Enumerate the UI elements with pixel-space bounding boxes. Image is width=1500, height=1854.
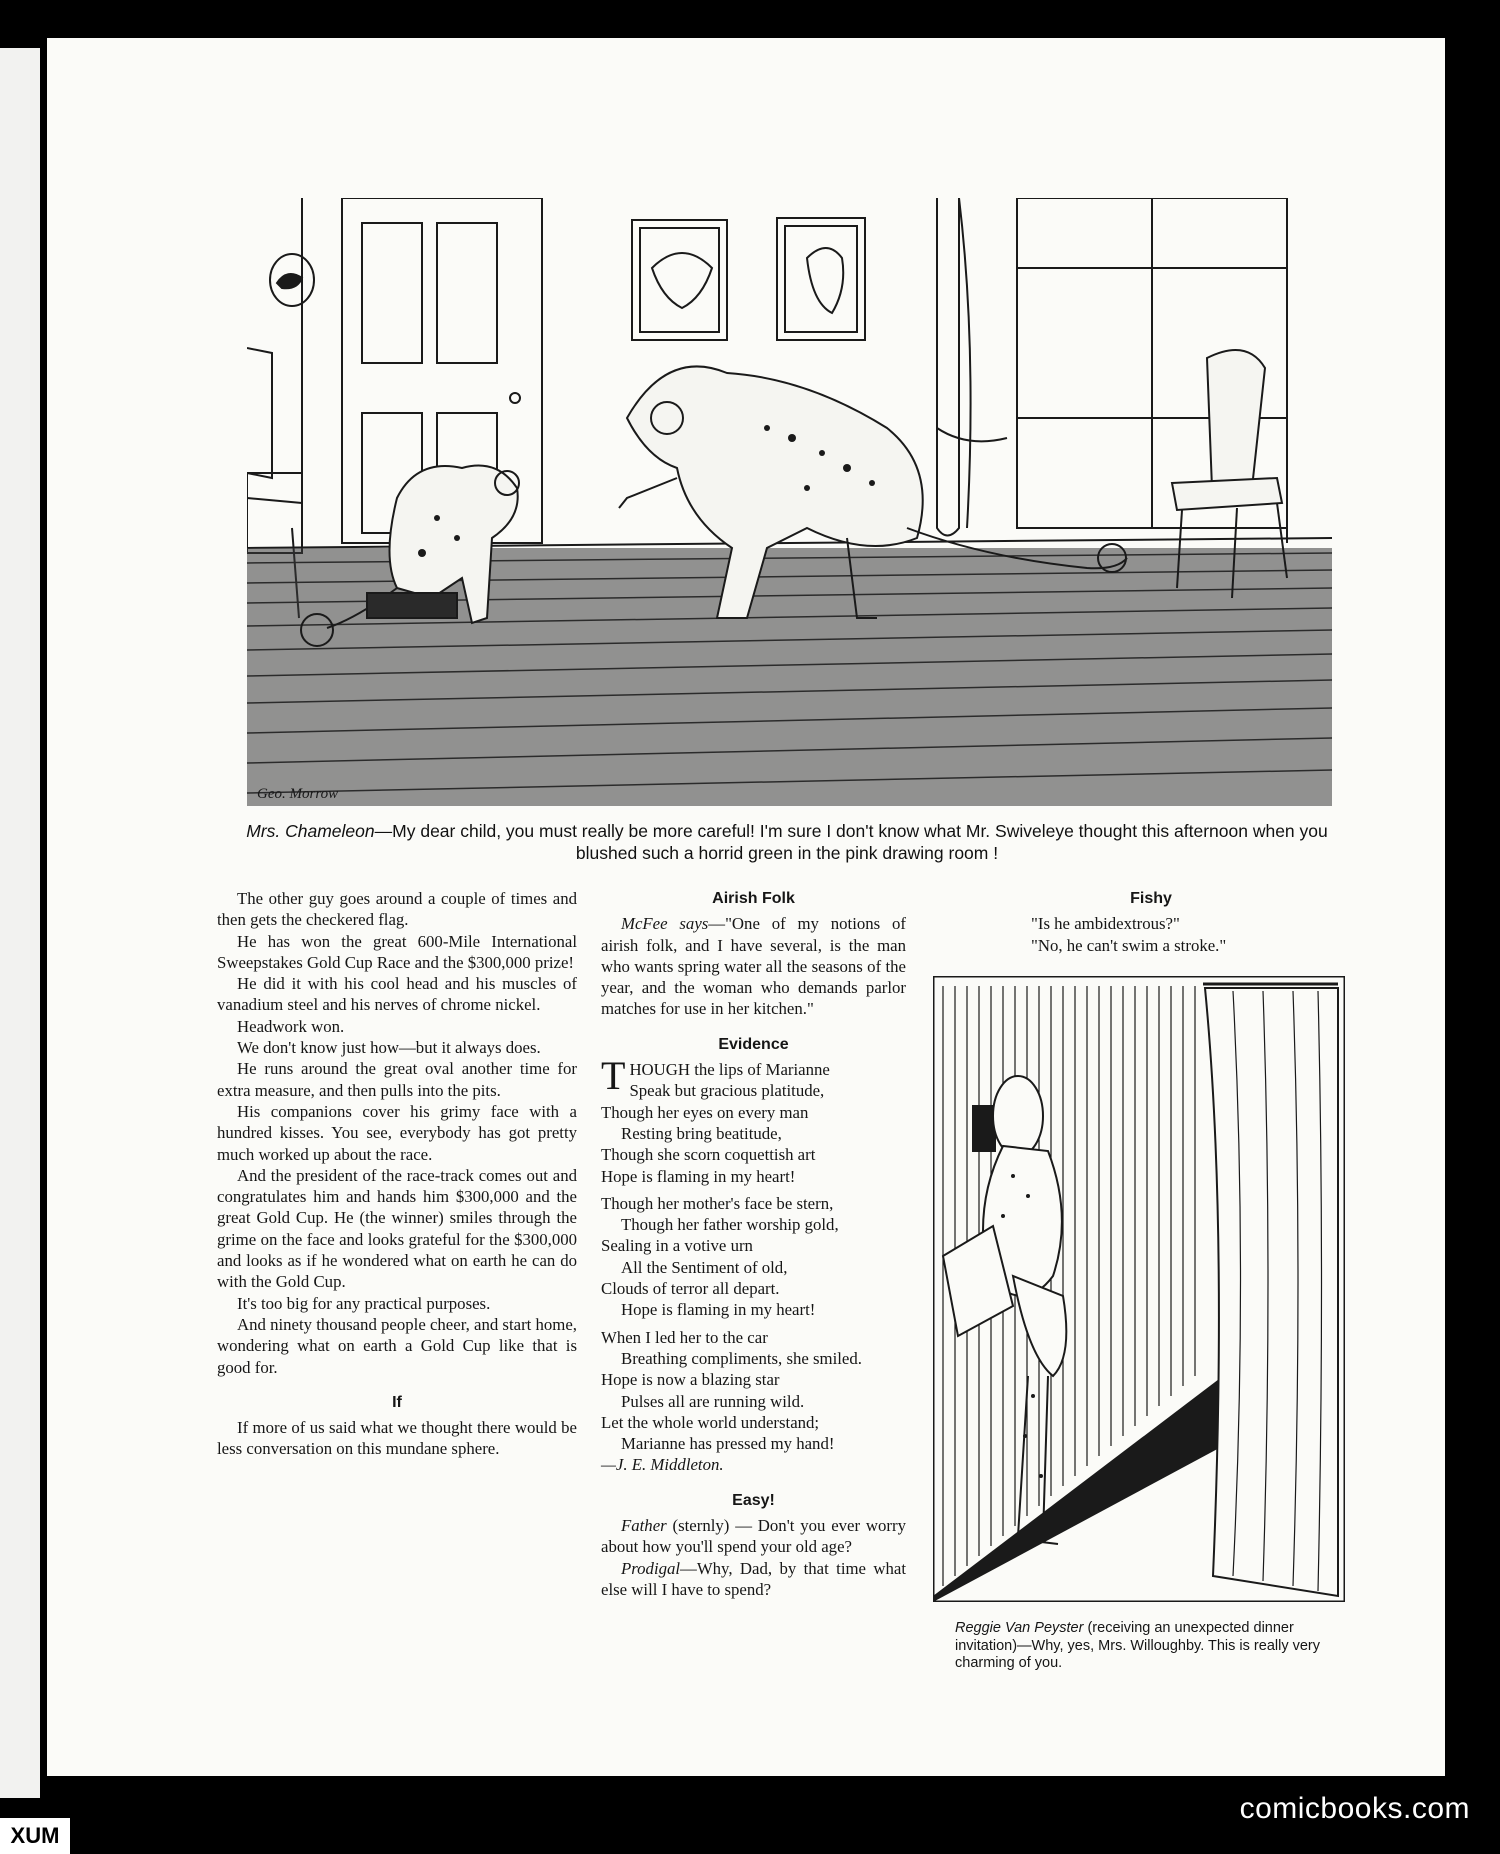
facing-page-edge — [0, 48, 40, 1798]
airish-folk-heading: Airish Folk — [712, 890, 795, 907]
poem-line: Let the whole world understand; — [601, 1412, 820, 1432]
race-paragraph: The other guy goes around a couple of times and then gets the checkered flag. — [217, 889, 577, 930]
poem-line: Hope is now a blazing star — [601, 1370, 780, 1390]
race-paragraph: And the president of the race-track comes out and congratulates him and hands him $300,000 and the great Gold Cup. He (the winner) smiles through the grime on the face and looks grateful for the $300,000 and looks as if he wondered what on earth he can do with the Gold Cup. — [217, 1165, 577, 1292]
poem-line: All the Sentiment of old, — [621, 1257, 788, 1277]
race-paragraph: We don't know just how—but it always does. — [237, 1038, 541, 1058]
chameleon-cartoon — [247, 198, 1332, 808]
evidence-poem — [601, 1053, 906, 1476]
poem-line: When I led her to the car — [601, 1327, 768, 1347]
race-paragraph: It's too big for any practical purposes. — [237, 1293, 491, 1313]
race-paragraph: Headwork won. — [237, 1016, 345, 1036]
poem-line: Pulses all are running wild. — [621, 1391, 805, 1411]
evidence-heading: Evidence — [718, 1035, 789, 1053]
if-heading: If — [392, 1393, 402, 1411]
poem-line: Clouds of terror all depart. — [601, 1279, 780, 1299]
fishy-heading: Fishy — [1130, 890, 1172, 907]
poem-line: Speak but gracious platitude, — [629, 1081, 825, 1101]
column-race-story — [217, 888, 577, 1460]
race-paragraph: He did it with his cool head and his muscles of vanadium steel and his nerves of chrome nickel. — [217, 974, 577, 1015]
poem-line: Though her father worship gold, — [621, 1215, 839, 1235]
poem-line: Though her mother's face be stern, — [601, 1193, 834, 1213]
poem-line: Sealing in a votive urn — [601, 1236, 753, 1256]
race-paragraph: And ninety thousand people cheer, and start home, wondering what on earth a Gold Cup like that is good for. — [217, 1314, 577, 1377]
column-middle — [601, 888, 906, 1600]
cartoon-caption — [237, 820, 1337, 864]
poem-first-line: THOUGH the lips of Marianne — [601, 1053, 830, 1099]
telephone-cartoon — [933, 976, 1345, 1602]
if-paragraph: If more of us said what we thought there would be less conversation on this mundane sphere. — [217, 1418, 577, 1459]
magazine-page — [47, 38, 1445, 1776]
poem-line: Breathing compliments, she smiled. — [621, 1348, 862, 1368]
fishy-answer: "No, he can't swim a stroke." — [1031, 935, 1227, 955]
poem-line: Though she scorn coquettish art — [601, 1145, 816, 1165]
easy-prodigal-line: Prodigal—Why, Dad, by that time what else will I have to spend? — [601, 1558, 906, 1599]
race-paragraph: He has won the great 600-Mile International Sweepstakes Gold Cup Race and the $300,000 prize! — [217, 931, 577, 972]
poem-line: Hope is flaming in my heart! — [601, 1166, 796, 1186]
telephone-speaker: Reggie Van Peyster — [955, 1620, 1084, 1636]
race-paragraph: He runs around the great oval another time for extra measure, and then pulls into the pits. — [217, 1059, 577, 1100]
column-fishy — [1011, 888, 1291, 956]
poem-line: Resting bring beatitude, — [621, 1123, 782, 1143]
poem-line: Hope is flaming in my heart! — [621, 1300, 816, 1320]
airish-text: —"One of my notions of airish folk, and I have several, is the man who wants spring water all the seasons of the year, and the woman who demands parlor matches for use in her kitchen." — [601, 914, 906, 1019]
telephone-text: (receiving an unexpected dinner invitation)—Why, yes, Mrs. Willoughby. This is really very charming of you. — [955, 1620, 1321, 1671]
easy-heading: Easy! — [732, 1491, 775, 1509]
race-paragraph: His companions cover his grimy face with a hundred kisses. You see, everybody has got pretty much worked up about the race. — [217, 1101, 577, 1164]
poem-author: —J. E. Middleton. — [601, 1455, 724, 1475]
easy-father-line: Father (sternly) — Don't you ever worry about how you'll spend your old age? — [601, 1516, 906, 1557]
artist-signature: Geo. Morrow — [257, 786, 339, 802]
poem-line: Though her eyes on every man — [601, 1102, 809, 1122]
poem-line: Marianne has pressed my hand! — [621, 1434, 835, 1454]
telephone-caption — [955, 1620, 1325, 1673]
site-watermark: comicbooks.com — [1239, 1792, 1470, 1825]
airish-speaker: McFee says — [621, 914, 709, 934]
caption-text: —My dear child, you must really be more careful! I'm sure I don't know what Mr. Swiveleye thought this afternoon when you blushed such a horrid green in the pink drawing room ! — [374, 821, 1328, 863]
airish-folk-paragraph — [601, 913, 906, 1019]
fishy-question: "Is he ambidextrous?" — [1031, 914, 1180, 934]
corner-tag: XUM — [0, 1818, 70, 1854]
drop-cap: T — [601, 1053, 626, 1099]
caption-speaker: Mrs. Chameleon — [246, 821, 375, 841]
